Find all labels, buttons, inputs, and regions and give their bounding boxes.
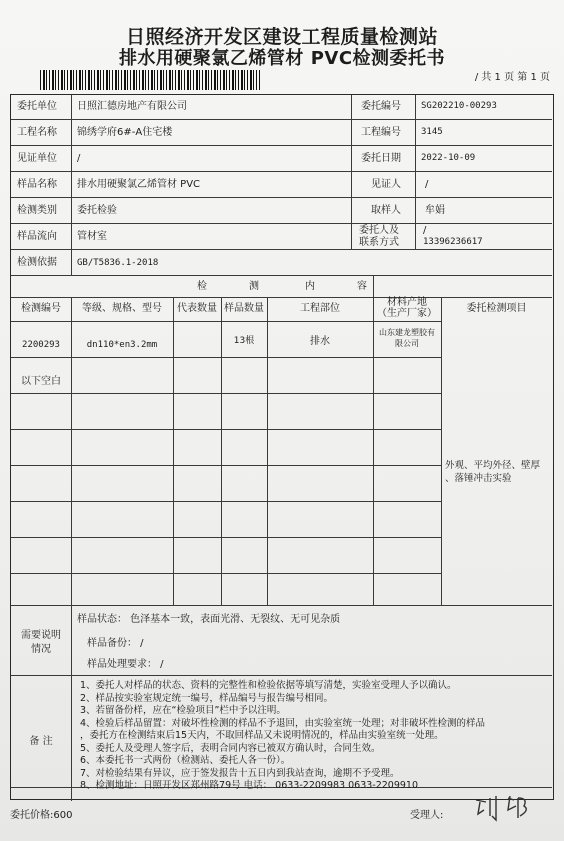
basis-label: 检测依据: [17, 257, 57, 268]
note-line: 1、委托人对样品的状态、资料的完整性和检验依据等填写清楚，实验室受理人予以确认。: [80, 680, 457, 691]
contact-label-1: 委托人及: [359, 225, 399, 236]
project-no-value: 3145: [421, 127, 443, 137]
client-label: 委托单位: [17, 101, 57, 112]
row-part: 排水: [310, 336, 330, 347]
content-header-char: 测: [249, 281, 259, 292]
sample-name-value: 排水用硬聚氯乙烯管材 PVC: [77, 179, 201, 190]
client-value: 日照汇德房地产有限公司: [77, 101, 187, 112]
project-no-label: 工程编号: [361, 127, 401, 138]
entrust-date-label: 委托日期: [361, 153, 401, 164]
notes-list: [80, 680, 485, 793]
sampler-label: 取样人: [371, 205, 401, 216]
col-header-spec: 等级、规格、型号: [82, 303, 162, 314]
barcode: [40, 70, 260, 90]
remarks-label-1: 需要说明: [21, 630, 61, 641]
content-header-char: 检: [197, 281, 207, 292]
entrust-no-label: 委托编号: [361, 101, 401, 112]
notes-label: 备 注: [29, 736, 53, 747]
col-header-origin: 材料产地: [387, 297, 427, 308]
entrust-date-value: 2022-10-09: [421, 153, 476, 163]
flow-label: 样品流向: [17, 231, 57, 242]
note-line: 6、本委托书一式两份（检测站、委托人各一份）。: [80, 755, 291, 766]
sample-name-label: 样品名称: [17, 179, 57, 190]
project-label: 工程名称: [17, 127, 57, 138]
witness-label: 见证人: [371, 179, 401, 190]
note-line: 3、若留备份样，应在“检验项目”栏中予以注明。: [80, 705, 286, 716]
note-line: 4、检验后样品留置：对破坏性检测的样品不予退回，由实验室统一处理；对非破坏性检测的样品: [80, 717, 486, 729]
col-header-items: 委托检测项目: [466, 303, 527, 314]
note-line: ，委托方在检测结束后15天内，不取回样品又未说明情况的，样品由实验室统一处理。: [80, 730, 444, 741]
note-line: 5、委托人及受理人签字后，表明合同内容已被双方确认时，合同生效。: [80, 742, 381, 754]
col-header-origin-sub: （生产厂家）: [377, 308, 437, 319]
row-origin-2: 限公司: [395, 339, 419, 348]
page-info: / 共 1 页 第 1 页: [474, 72, 550, 83]
sample-backup: 样品备份： /: [87, 638, 144, 649]
note-line: 8、检测地址：日照开发区郑州路79号 电话： 0633-2209983 0633-2209910: [80, 780, 419, 791]
receiver-label: 受理人:: [410, 810, 444, 821]
receiver-signature: [470, 792, 540, 828]
entrust-price: 委托价格:600: [10, 810, 73, 821]
note-line: 7、对检验结果有异议，应于签发报告十五日内到我站查询，逾期不予受理。: [80, 767, 400, 779]
document-title-line2: 排水用硬聚氯乙烯管材 PVC检测委托书: [118, 48, 446, 69]
entrust-no-value: SG202210-00293: [421, 101, 497, 111]
witness-value: /: [425, 179, 429, 190]
col-header-id: 检测编号: [21, 303, 61, 314]
blank-note: 以下空白: [21, 376, 61, 387]
row-id: 2200293: [22, 340, 60, 350]
contact-value-1: /: [423, 225, 427, 236]
sample-state: 样品状态： 色泽基本一致，表面光滑、无裂纹、无可见杂质: [77, 614, 341, 625]
test-items-line1: 外观、平均外径、壁厚: [445, 460, 541, 471]
test-type-label: 检测类别: [17, 205, 57, 216]
test-items-line2: 、落锤冲击实验: [445, 473, 512, 484]
document-title-line1: 日照经济开发区建设工程质量检测站: [125, 26, 438, 48]
content-header-char: 容: [357, 281, 367, 292]
row-sample-qty: 13根: [233, 336, 255, 346]
col-header-rep-qty: 代表数量: [177, 303, 217, 314]
witness-unit-value: /: [77, 153, 81, 164]
col-header-sample-qty: 样品数量: [224, 303, 264, 314]
witness-unit-label: 见证单位: [17, 153, 57, 164]
test-type-value: 委托检验: [77, 205, 117, 216]
content-header-char: 内: [305, 281, 315, 292]
row-spec: dn110*en3.2mm: [86, 340, 158, 350]
contact-value-2: 13396236617: [423, 237, 483, 247]
sample-disposal: 样品处理要求： /: [87, 659, 164, 670]
flow-value: 管材室: [77, 231, 107, 242]
project-value: 锦绣学府6#-A住宅楼: [77, 127, 173, 138]
row-origin-1: 山东建龙塑胶有: [379, 328, 435, 337]
contact-label-2: 联系方式: [359, 237, 399, 248]
remarks-label-2: 情况: [31, 644, 51, 655]
note-line: 2、样品按实验室规定统一编号，样品编号与报告编号相同。: [80, 692, 334, 704]
sampler-value: 牟娟: [425, 205, 445, 216]
basis-value: GB/T5836.1-2018: [77, 258, 159, 268]
col-header-part: 工程部位: [300, 303, 340, 314]
